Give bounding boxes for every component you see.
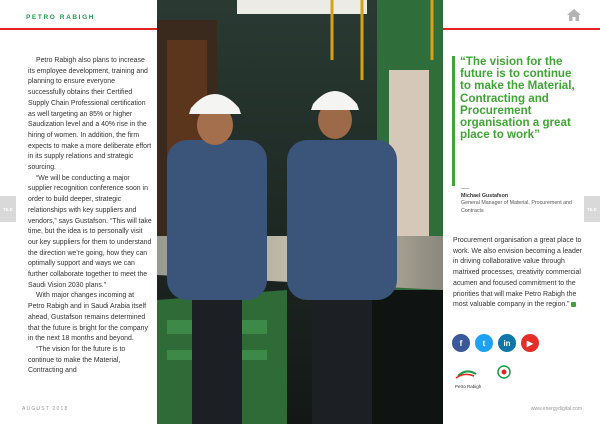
home-icon[interactable] — [566, 8, 582, 22]
logo-label: Petro Rabigh — [455, 384, 482, 389]
footer-date: AUGUST 2018 — [22, 406, 69, 412]
twitter-icon[interactable]: t — [475, 334, 493, 352]
attribution-divider — [461, 188, 469, 189]
workers-photo — [157, 0, 443, 424]
left-column — [28, 56, 152, 377]
footer-url[interactable]: www.energydigital.com — [530, 406, 582, 412]
attribution-title: General Manager of Material, Procurement and Contracts — [461, 200, 572, 214]
youtube-icon[interactable]: ▶ — [521, 334, 539, 352]
attribution-name: Michael Gustafson — [461, 193, 509, 199]
pull-quote — [452, 56, 580, 141]
paragraph: Petro Rabigh also plans to increase its employee development, training and planning to ensure everyone successfully obtains their Certified Supply Chain Professional certification as well targeting an 85% or higher Saudization level and a 40% rise in the hiring of women. In addition, the firm expects to make a more deliberate effort in its supply relations and strategic sourcing. — [28, 57, 152, 172]
industrial-scene-illustration — [157, 0, 443, 424]
paragraph: “We will be conducting a major supplier recognition conference soon in order to build deeper, strategic relationships with key suppliers and vendors,” says Gustafson. “This will take time, but the idea is to personally visit our key suppliers for them to understand the direction we’re going, how they can optimally support and ways we can further collaborate together to meet the Saudi Vision 2030 plans.” — [28, 174, 152, 289]
end-of-article-icon — [571, 302, 576, 307]
paragraph: With major changes incoming at Petro Rabigh and in Saudi Arabia itself ahead, Gustafson remains determined that the future is bright for the company in the next 18 months and beyond. — [28, 292, 148, 343]
paragraph: Procurement organisation a great place to work. We also envision becoming a leader in driving collaborative value through matrixed processes, creativity commercial acumen and focused commitment to the priorities that will make Petro Rabigh the most valuable company in the region.” — [453, 237, 582, 309]
brand-name: PETRO RABIGH — [26, 14, 96, 21]
linkedin-icon[interactable]: in — [498, 334, 516, 352]
right-column — [453, 236, 583, 311]
quote-accent-bar — [452, 56, 455, 186]
page-tab-right[interactable]: TILE — [584, 196, 600, 222]
facebook-icon[interactable]: f — [452, 334, 470, 352]
social-links — [452, 334, 539, 352]
paragraph: “The vision for the future is to continue to make the Material, Contracting and — [28, 345, 126, 375]
quote-text: “The vision for the future is to continue to make the Material, Contracting and Procurement organisation a great place to work” — [460, 55, 575, 142]
quote-attribution — [461, 193, 581, 215]
page-tab-left[interactable]: TILE — [0, 196, 16, 222]
